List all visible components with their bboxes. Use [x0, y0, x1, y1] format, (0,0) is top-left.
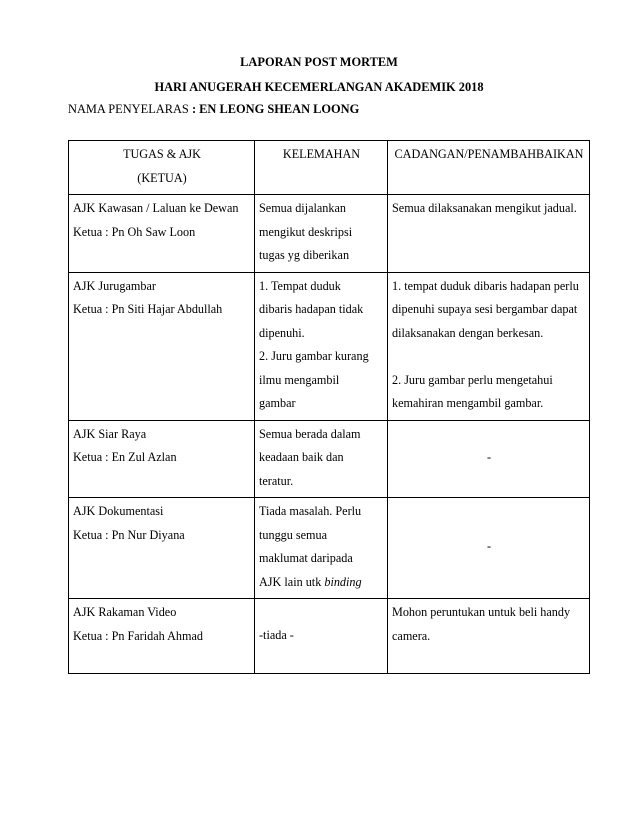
report-subtitle: HARI ANUGERAH KECEMERLANGAN AKADEMIK 2018: [154, 80, 484, 94]
ajk-name: AJK Siar Raya: [73, 426, 147, 441]
ajk-name: AJK Rakaman Video: [73, 605, 177, 619]
kelemahan-line: tunggu semua: [259, 527, 328, 542]
kelemahan-line: ilmu mengambil: [259, 372, 340, 387]
coordinator-line: [68, 102, 359, 117]
ajk-ketua: Ketua : Pn Oh Saw Loon: [73, 224, 196, 239]
cadangan-line: 2. Juru gambar perlu mengetahui: [392, 372, 553, 387]
cadangan-line: 1. tempat duduk dibaris hadapan perlu: [392, 278, 579, 293]
cell-cadangan: [388, 195, 590, 273]
ajk-ketua: Ketua : Pn Nur Diyana: [73, 527, 185, 542]
kelemahan-line: maklumat daripada: [259, 551, 353, 565]
header-ketua-line: (KETUA): [137, 170, 187, 185]
kelemahan-line: 1. Tempat duduk: [259, 278, 341, 293]
kelemahan-line: Tiada masalah. Perlu: [259, 504, 362, 518]
kelemahan-line: teratur.: [259, 473, 294, 488]
cell-ajk: [69, 195, 255, 273]
cell-ajk: [69, 599, 255, 674]
cadangan-line: Semua dilaksanakan mengikut jadual.: [392, 201, 577, 215]
cell-ajk: [69, 498, 255, 599]
table-row: [69, 420, 590, 498]
post-mortem-table: [68, 140, 590, 674]
cadangan-line: dilaksanakan dengan berkesan.: [392, 325, 544, 340]
header-tugas-ajk: [69, 141, 255, 195]
table-row: [69, 272, 590, 420]
ajk-name: AJK Dokumentasi: [73, 504, 164, 518]
table-row: [69, 599, 590, 674]
cell-cadangan: [388, 599, 590, 674]
kelemahan-line-last: [259, 571, 384, 595]
cell-kelemahan: [255, 599, 388, 674]
kelemahan-line: mengikut deskripsi: [259, 224, 353, 239]
coordinator-name: : EN LEONG SHEAN LOONG: [191, 102, 360, 116]
cadangan-line: dipenuhi supaya sesi bergambar dapat: [392, 302, 578, 316]
cell-kelemahan: [255, 195, 388, 273]
ajk-ketua: Ketua : Pn Siti Hajar Abdullah: [73, 302, 223, 316]
kelemahan-line: Semua dijalankan: [259, 201, 346, 215]
kelemahan-line: dibaris hadapan tidak: [259, 302, 364, 316]
kelemahan-italic-term: binding: [324, 574, 362, 589]
kelemahan-text: AJK lain utk: [259, 574, 322, 589]
kelemahan-line: Semua berada dalam: [259, 426, 361, 441]
cell-cadangan: [388, 272, 590, 420]
ajk-name: AJK Jurugambar: [73, 278, 156, 293]
cadangan-line: Mohon peruntukan untuk beli handy: [392, 605, 571, 619]
cadangan-line: kemahiran mengambil gambar.: [392, 396, 544, 410]
cell-cadangan: -: [388, 498, 590, 599]
kelemahan-line: tugas yg diberikan: [259, 248, 350, 262]
ajk-ketua: Ketua : En Zul Azlan: [73, 450, 177, 464]
table-header-row: [69, 141, 590, 195]
cell-ajk: [69, 420, 255, 498]
ajk-ketua: Ketua : Pn Faridah Ahmad: [73, 628, 203, 643]
cell-cadangan: -: [388, 420, 590, 498]
kelemahan-line: keadaan baik dan: [259, 450, 344, 464]
cell-kelemahan: [255, 498, 388, 599]
report-title: LAPORAN POST MORTEM: [240, 55, 398, 69]
coordinator-label: NAMA PENYELARAS: [68, 102, 189, 116]
cell-kelemahan: [255, 420, 388, 498]
cell-ajk: [69, 272, 255, 420]
kelemahan-line: gambar: [259, 396, 296, 410]
kelemahan-line: -tiada -: [259, 628, 294, 642]
header-cadangan: CADANGAN/PENAMBAHBAIKAN: [388, 141, 590, 195]
table-row: [69, 195, 590, 273]
kelemahan-line: 2. Juru gambar kurang: [259, 349, 369, 363]
header-tugas-line: TUGAS & AJK: [123, 147, 201, 161]
cadangan-line: camera.: [392, 628, 431, 643]
ajk-name: AJK Kawasan / Laluan ke Dewan: [73, 201, 239, 215]
cell-kelemahan: [255, 272, 388, 420]
table-row: [69, 498, 590, 599]
cadangan-spacer: [392, 345, 586, 369]
kelemahan-line: dipenuhi.: [259, 325, 305, 340]
header-kelemahan: KELEMAHAN: [255, 141, 388, 195]
